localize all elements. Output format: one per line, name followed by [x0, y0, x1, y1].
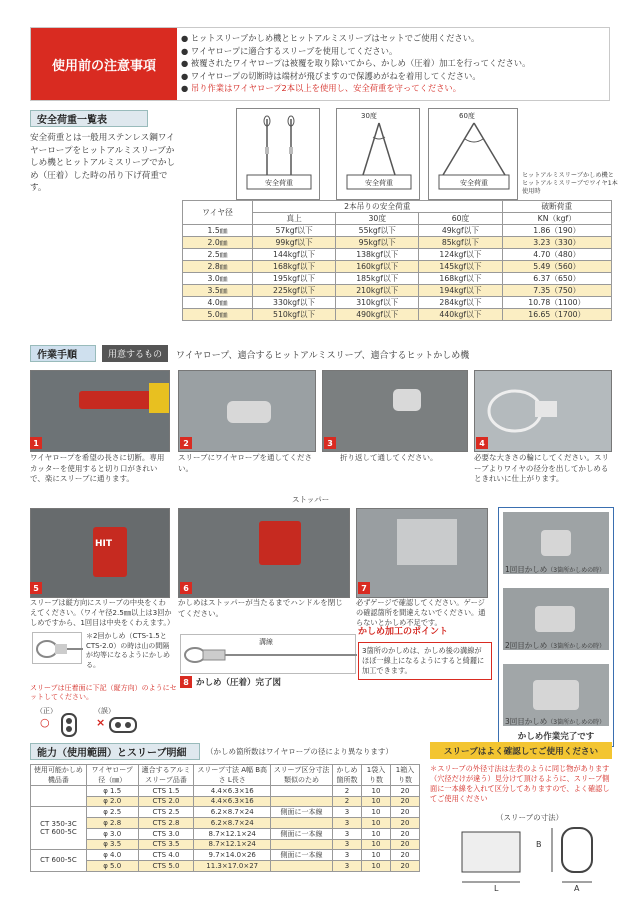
spec-cell: 3	[333, 828, 362, 839]
spec-cell: CTS 4.0	[138, 850, 194, 861]
spec-cell: CTS 2.5	[138, 807, 194, 818]
spec-cell: 10	[362, 818, 391, 829]
safety-load-tab: 安全荷重一覧表	[30, 110, 148, 127]
step-4-photo	[474, 370, 612, 452]
header-straight: 真上	[253, 213, 336, 225]
correct-mark: ○	[40, 716, 50, 729]
load-cell: 124kgf以下	[419, 249, 502, 261]
spec-cell: 3	[333, 807, 362, 818]
crimp-done: かしめ作業完了です	[517, 732, 595, 742]
spec-row	[31, 796, 420, 807]
spec-cell: 側面に一本線	[270, 807, 332, 818]
load-cell: 330kgf以下	[253, 297, 336, 309]
load-cell: 195kgf以下	[253, 273, 336, 285]
dim-a: A	[574, 884, 580, 893]
spec-cell: 20	[390, 807, 419, 818]
notice-highlight: ● 吊り作業はワイヤロープ2本以上を使用し、安全荷重を守ってください。	[181, 82, 606, 95]
load-cell: 1.86（190）	[502, 225, 611, 237]
spec-cell: 3	[333, 850, 362, 861]
spec-cell: φ 3.0	[86, 828, 138, 839]
spec-cell	[270, 839, 332, 850]
load-row	[183, 285, 612, 297]
load-cell: 185kgf以下	[336, 273, 419, 285]
spec-cell: φ 4.0	[86, 850, 138, 861]
load-cell: 7.35（750）	[502, 285, 611, 297]
spec-cell: 10	[362, 861, 391, 872]
load-cell: 145kgf以下	[419, 261, 502, 273]
load-cell: 85kgf以下	[419, 237, 502, 249]
crimper-head	[93, 527, 127, 577]
spec-cell: CTS 2.0	[138, 796, 194, 807]
angle-60-label: 60度	[459, 112, 475, 120]
spec-cell: 9.7×14.0×26	[194, 850, 271, 861]
load-cell: 210kgf以下	[336, 285, 419, 297]
spec-tab-note: （かしめ箇所数はワイヤロープの径により異なります）	[206, 747, 393, 756]
spec-cell: 6.2×8.7×24	[194, 807, 271, 818]
load-cell: 490kgf以下	[336, 309, 419, 321]
point-title: かしめ加工のポイント	[358, 627, 449, 637]
spec-cell: 4.4×6.3×16	[194, 786, 271, 797]
confirm-title: スリーブはよく確認してご使用ください	[430, 742, 612, 759]
step-5-photo	[30, 508, 170, 598]
spec-cell: CTS 3.0	[138, 828, 194, 839]
spec-header: スリーブ区分寸法類似のため	[270, 765, 332, 786]
tool-brand: HIT	[95, 539, 113, 549]
step-3-number: 3	[324, 437, 336, 449]
load-cell: 99kgf以下	[253, 237, 336, 249]
crimp-2-label: 2回目かしめ（3箇所かしめの時）	[505, 641, 606, 650]
spec-cell: φ 1.5	[86, 786, 138, 797]
step-8-diagram	[180, 634, 356, 674]
plate-label: 安全荷重	[365, 179, 393, 187]
load-cell: 95kgf以下	[336, 237, 419, 249]
spec-header: ワイヤロープ径（㎜）	[86, 765, 138, 786]
spec-model: CT 600-5C	[31, 850, 87, 872]
spec-tab: 能力（使用範囲）とスリーブ明細	[30, 743, 200, 760]
load-row	[183, 237, 612, 249]
spec-cell: 20	[390, 796, 419, 807]
step-7-text: 必ずゲージで確認してください。ゲージの確認箇所を間違えないでください。通らないとかしめ不足です。	[356, 598, 486, 627]
wrong-label: （誤）	[94, 707, 115, 715]
load-cell: 2.0㎜	[183, 237, 253, 249]
wrong-mark: ×	[96, 716, 106, 729]
confirm-text: ＊スリーブの外径寸法は左表のように同じ物があります（穴径だけが違う）見分けて頂けるように、スリーブ側面に一本線を入れて区分してありますので、よく確認してご使用ください	[430, 764, 610, 803]
spec-cell: φ 3.5	[86, 839, 138, 850]
spec-row	[31, 828, 420, 839]
spec-cell: 10	[362, 828, 391, 839]
load-cell: 225kgf以下	[253, 285, 336, 297]
spec-cell: 3	[333, 839, 362, 850]
spec-model	[31, 786, 87, 807]
load-cell: 2.8㎜	[183, 261, 253, 273]
spec-cell: 8.7×12.1×24	[194, 828, 271, 839]
spec-header: 適合するアルミスリーブ品番	[138, 765, 194, 786]
30deg-lift-diagram	[336, 108, 420, 200]
load-row	[183, 249, 612, 261]
step-1-number: 1	[30, 437, 42, 449]
spec-cell: φ 2.0	[86, 796, 138, 807]
cutter-grip	[149, 383, 169, 413]
load-cell: 49kgf以下	[419, 225, 502, 237]
load-cell: 284kgf以下	[419, 297, 502, 309]
spec-cell: CTS 3.5	[138, 839, 194, 850]
load-cell: 55kgf以下	[336, 225, 419, 237]
spec-cell: 10	[362, 796, 391, 807]
plate-label: 安全荷重	[265, 179, 293, 187]
load-cell: 3.0㎜	[183, 273, 253, 285]
step-2-number: 2	[180, 437, 192, 449]
spec-cell: 3	[333, 818, 362, 829]
sleeve-image	[227, 401, 271, 423]
load-row	[183, 273, 612, 285]
step-4-number: 4	[476, 437, 488, 449]
load-cell: 1.5㎜	[183, 225, 253, 237]
orientation-diagram	[50, 712, 170, 738]
spec-row	[31, 861, 420, 872]
load-cell: 510kgf以下	[253, 309, 336, 321]
safety-load-description: 安全荷重とは一般用ステンレス鋼ワイヤーロープをヒットアルミスリーブかしめ機とヒットアルミスリーブでかしめ（圧着）した時の吊り下げ荷重です。	[30, 133, 176, 194]
spec-header: 使用可能かしめ機品番	[31, 765, 87, 786]
side-note: ヒットアルミスリーブかしめ機とヒットアルミスリーブでワイヤ1本使用時	[522, 172, 618, 195]
safety-load-table	[182, 200, 612, 321]
spec-cell: 2	[333, 786, 362, 797]
step-7-photo	[356, 508, 488, 598]
spec-cell: CTS 1.5	[138, 786, 194, 797]
60deg-lift-diagram	[428, 108, 518, 200]
spec-cell: 側面に一本線	[270, 850, 332, 861]
load-cell: 194kgf以下	[419, 285, 502, 297]
load-cell: 440kgf以下	[419, 309, 502, 321]
spec-cell: 20	[390, 818, 419, 829]
spec-row	[31, 807, 420, 818]
spec-cell: 10	[362, 786, 391, 797]
spec-header: スリーブ寸法 A幅 B高さ L長さ	[194, 765, 271, 786]
load-cell: 10.78（1100）	[502, 297, 611, 309]
spec-header: 1袋入り数	[362, 765, 391, 786]
spec-cell: 10	[362, 807, 391, 818]
step-2-photo	[178, 370, 316, 452]
groove-label: 溝線	[259, 638, 273, 646]
stopper-label: ストッパー	[292, 495, 330, 504]
spec-cell: 6.2×8.7×24	[194, 818, 271, 829]
load-row	[183, 309, 612, 321]
plate-label: 安全荷重	[460, 179, 488, 187]
spec-cell: 10	[362, 839, 391, 850]
spec-cell: 20	[390, 861, 419, 872]
step-8-caption	[180, 676, 281, 688]
load-cell: 5.49（560）	[502, 261, 611, 273]
prep-label: 用意するもの	[102, 345, 168, 362]
load-cell: 310kgf以下	[336, 297, 419, 309]
spec-row	[31, 786, 420, 797]
crimper-head	[259, 521, 301, 565]
load-cell: 3.23（330）	[502, 237, 611, 249]
spec-row	[31, 850, 420, 861]
step-6-number: 6	[180, 582, 192, 594]
spec-cell: 2	[333, 796, 362, 807]
double-crimp-note: ＊2回かしめ（CTS-1.5とCTS-2.0）の時は山の間隔が均等になるようにかしめる。	[86, 632, 170, 669]
spec-cell: φ 2.5	[86, 807, 138, 818]
double-crimp-image	[32, 632, 82, 664]
step-8-label: かしめ（圧着）完了図	[196, 678, 282, 688]
spec-cell	[270, 796, 332, 807]
correct-label: （正）	[36, 707, 57, 715]
step-5-number: 5	[30, 582, 42, 594]
spec-header: かしめ箇所数	[333, 765, 362, 786]
spec-cell: 20	[390, 828, 419, 839]
header-two-rope: 2本吊りの安全荷重	[253, 201, 503, 213]
load-row	[183, 225, 612, 237]
load-cell: 168kgf以下	[253, 261, 336, 273]
spec-cell: 20	[390, 839, 419, 850]
crimp-3-label: 3回目かしめ（3箇所かしめの時）	[505, 717, 606, 726]
spec-cell: 11.3×17.0×27	[194, 861, 271, 872]
load-cell: 144kgf以下	[253, 249, 336, 261]
spec-cell: 4.4×6.3×16	[194, 796, 271, 807]
load-cell: 6.37（650）	[502, 273, 611, 285]
spec-cell: 20	[390, 786, 419, 797]
step-7-number: 7	[358, 582, 370, 594]
angle-30-label: 30度	[361, 112, 377, 120]
spec-header: 1箱入り数	[390, 765, 419, 786]
spec-cell	[270, 786, 332, 797]
sleeve-image	[393, 389, 421, 411]
header-60: 60度	[419, 213, 502, 225]
header-diameter: ワイヤ径	[183, 201, 253, 225]
step-6-text: かしめはストッパーが当たるまでハンドルを閉じてください。	[178, 598, 343, 618]
spec-cell: CTS 5.0	[138, 861, 194, 872]
sleeve-dimension-diagram	[452, 826, 612, 892]
step-3-photo	[322, 370, 468, 452]
notice-list	[181, 32, 606, 95]
load-cell: 160kgf以下	[336, 261, 419, 273]
spec-model: CT 350-3C CT 600-5C	[31, 807, 87, 850]
step-4-text: 必要な大きさの輪にしてください。スリーブよりワイヤの径分を出してかしめるときれいに仕上がります。	[474, 453, 609, 483]
straight-lift-diagram	[236, 108, 320, 200]
spec-cell: φ 2.8	[86, 818, 138, 829]
load-row	[183, 297, 612, 309]
step-6-photo	[178, 508, 350, 598]
sleeve-orientation-note: スリーブは圧着面に下記（縦方向）のようにセットしてください。	[30, 684, 177, 701]
step-8-number: 8	[180, 676, 192, 688]
spec-cell: 8.7×12.1×24	[194, 839, 271, 850]
load-cell: 3.5㎜	[183, 285, 253, 297]
load-cell: 2.5㎜	[183, 249, 253, 261]
load-cell: 4.0㎜	[183, 297, 253, 309]
step-1-photo	[30, 370, 170, 452]
load-cell: 168kgf以下	[419, 273, 502, 285]
notice-box	[30, 27, 610, 101]
notice-item: ● 被覆されたワイヤロープは被覆を取り除いてから、かしめ（圧着）加工を行ってください。	[181, 57, 606, 70]
point-text: 3箇所のかしめは、かしめ後の溝線がほぼ一線上になるようにすると綺麗に加工できます。	[358, 642, 492, 680]
crimp-sequence-box	[498, 507, 614, 747]
header-breaking: 破断荷重	[502, 201, 611, 213]
load-row	[183, 261, 612, 273]
load-cell: 4.70（480）	[502, 249, 611, 261]
spec-cell: 10	[362, 850, 391, 861]
crimp-1-label: 1回目かしめ（3箇所かしめの時）	[505, 565, 606, 574]
spec-table	[30, 764, 420, 872]
load-cell: 16.65（1700）	[502, 309, 611, 321]
notice-title: 使用前の注意事項	[31, 28, 177, 100]
step-2-text: スリーブにワイヤロープを通してください。	[178, 453, 313, 473]
procedure-tab: 作業手順	[30, 345, 96, 362]
load-cell: 5.0㎜	[183, 309, 253, 321]
step-5-text: スリーブは縦方向にスリーブの中央をくわえてください。（ワイヤ径2.5㎜以上は3回かしめですから、1回目は中央をくわえます。）	[30, 598, 175, 627]
notice-item: ● ワイヤロープに適合するスリーブを使用してください。	[181, 45, 606, 58]
spec-cell	[270, 861, 332, 872]
prep-items: ワイヤロープ、適合するヒットアルミスリーブ、適合するヒットかしめ機	[176, 351, 470, 361]
header-breaking-unit: KN（kgf）	[502, 213, 611, 225]
notice-item: ● ヒットスリーブかしめ機とヒットアルミスリーブはセットでご使用ください。	[181, 32, 606, 45]
spec-cell: 側面に一本線	[270, 828, 332, 839]
load-cell: 57kgf以下	[253, 225, 336, 237]
spec-cell: CTS 2.8	[138, 818, 194, 829]
dim-l: L	[494, 884, 499, 893]
header-30: 30度	[336, 213, 419, 225]
step-1-text: ワイヤロープを希望の長さに切断。専用カッターを使用すると切り口がきれいで、楽にスリーブに通ります。	[30, 453, 165, 483]
spec-cell: 3	[333, 861, 362, 872]
step-3-text: 折り返して通してください。	[340, 453, 438, 462]
notice-item: ● ワイヤロープの切断時は端材が飛びますので保護めがねを着用してください。	[181, 70, 606, 83]
spec-row	[31, 839, 420, 850]
spec-cell	[270, 818, 332, 829]
dim-b: B	[536, 840, 542, 849]
dim-title: （スリーブの寸法）	[496, 813, 564, 822]
spec-cell: φ 5.0	[86, 861, 138, 872]
gauge-image	[397, 519, 457, 565]
spec-cell: 20	[390, 850, 419, 861]
spec-row	[31, 818, 420, 829]
load-cell: 138kgf以下	[336, 249, 419, 261]
